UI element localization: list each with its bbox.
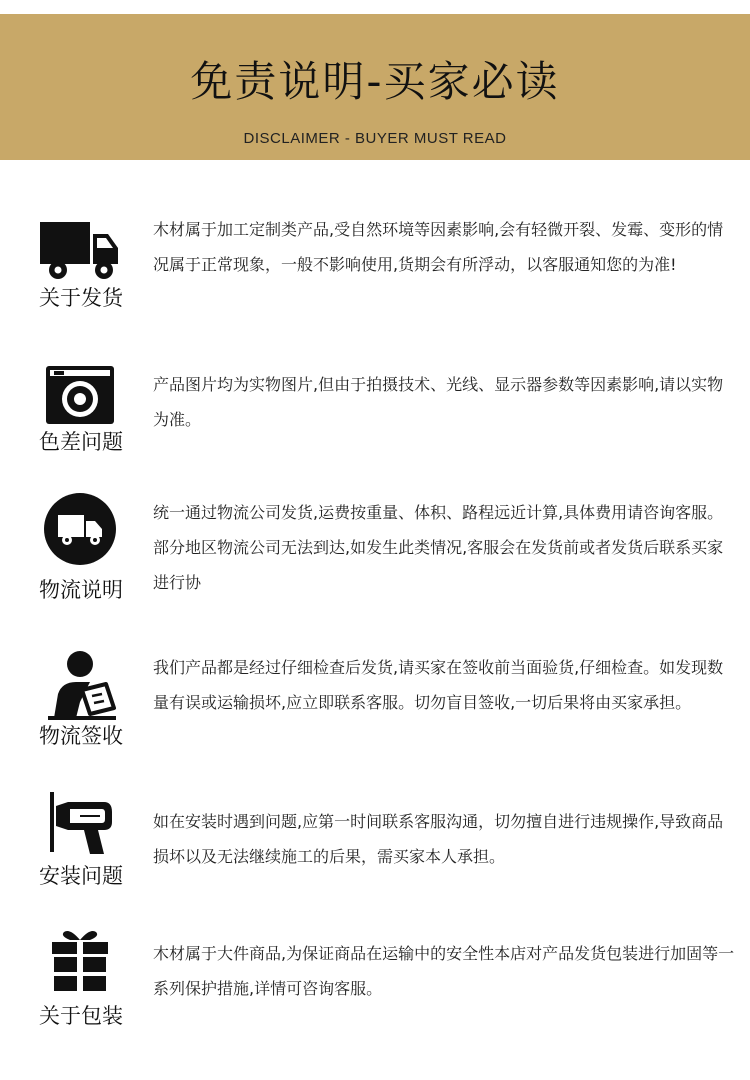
person-signing-icon xyxy=(40,650,120,722)
section-label: 关于发货 xyxy=(39,286,123,310)
section-text: 木材属于大件商品,为保证商品在运输中的安全性本店对产品发货包装进行加固等一系列保护措施,详情可咨询客服。 xyxy=(153,944,735,998)
section-label: 关于包装 xyxy=(39,1004,123,1028)
truck-icon xyxy=(40,218,120,290)
camera-icon xyxy=(40,362,120,434)
section-text: 如在安装时遇到问题,应第一时间联系客服沟通，切勿擅自进行违规操作,导致商品损坏以及无法继续施工的后果，需买家本人承担。 xyxy=(153,812,724,866)
page-title: 免责说明-买家必读 xyxy=(190,57,560,106)
section-text: 木材属于加工定制类产品,受自然环境等因素影响,会有轻微开裂、发霉、变形的情况属于正常现象，一般不影响使用,货期会有所浮动，以客服通知您的为准! xyxy=(153,220,724,274)
section-label: 物流说明 xyxy=(39,578,123,602)
section-label: 色差问题 xyxy=(39,430,123,454)
section-label: 物流签收 xyxy=(39,724,123,748)
section-label: 安装问题 xyxy=(39,864,123,888)
section-text: 我们产品都是经过仔细检查后发货,请买家在签收前当面验货,仔细检查。如发现数量有误或运输损坏,应立即联系客服。切勿盲目签收,一切后果将由买家承担。 xyxy=(153,658,724,712)
section-text: 产品图片均为实物图片,但由于拍摄技术、光线、显示器参数等因素影响,请以实物为准。 xyxy=(153,375,724,429)
page-subtitle: DISCLAIMER - BUYER MUST READ xyxy=(243,130,507,147)
drill-icon xyxy=(40,792,120,864)
delivery-truck-circle-icon xyxy=(40,493,120,565)
header-banner xyxy=(0,14,750,160)
gift-box-icon xyxy=(40,928,120,1000)
section-text: 统一通过物流公司发货,运费按重量、体积、路程远近计算,具体费用请咨询客服。部分地区物流公司无法到达,如发生此类情况,客服会在发货前或者发货后联系买家进行协 xyxy=(153,503,724,592)
